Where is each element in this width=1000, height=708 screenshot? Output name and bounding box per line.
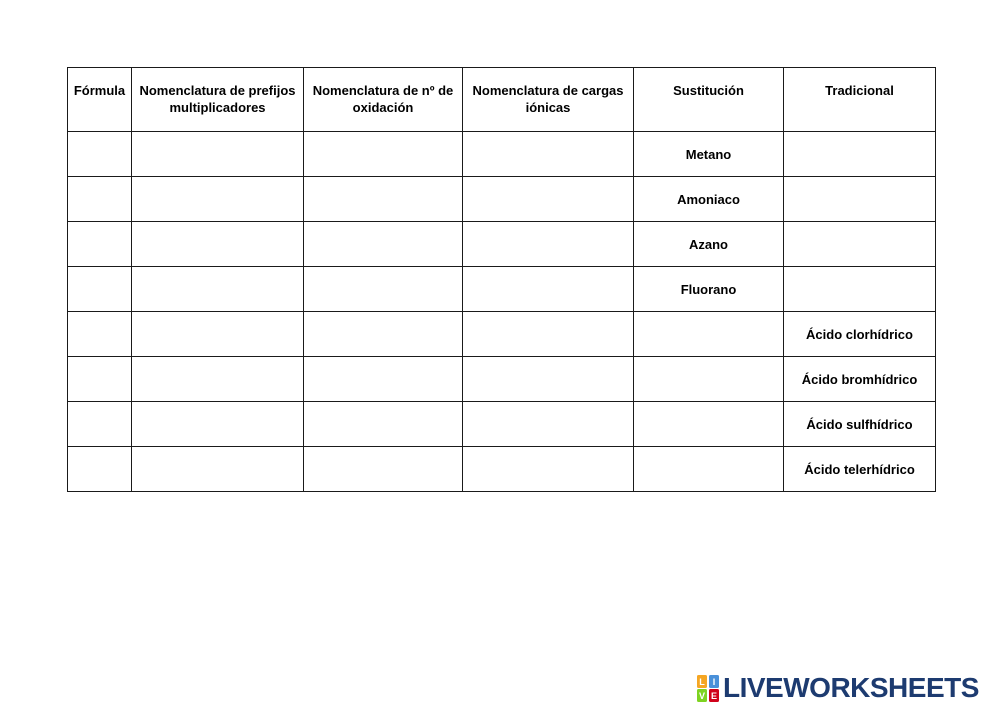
oxidation-answer-cell[interactable] [304, 402, 463, 447]
header-formula: Fórmula [68, 68, 132, 132]
ionic-answer-cell[interactable] [463, 312, 634, 357]
traditional-answer-cell[interactable] [784, 132, 936, 177]
substitution-cell: Fluorano [634, 267, 784, 312]
substitution-cell: Amoniaco [634, 177, 784, 222]
substitution-answer-cell[interactable] [634, 447, 784, 492]
traditional-answer-cell[interactable] [784, 222, 936, 267]
oxidation-answer-cell[interactable] [304, 357, 463, 402]
prefix-answer-cell[interactable] [132, 132, 304, 177]
traditional-cell: Ácido clorhídrico [784, 312, 936, 357]
prefix-answer-cell[interactable] [132, 222, 304, 267]
table-row [68, 447, 936, 492]
formula-answer-cell[interactable] [68, 267, 132, 312]
liveworksheets-logo [697, 673, 979, 703]
formula-answer-cell[interactable] [68, 222, 132, 267]
prefix-answer-cell[interactable] [132, 177, 304, 222]
header-ionic-charge-nomenclature: Nomenclatura de cargas iónicas [463, 68, 634, 132]
substitution-answer-cell[interactable] [634, 357, 784, 402]
ionic-answer-cell[interactable] [463, 267, 634, 312]
nomenclature-table [67, 67, 936, 492]
substitution-cell: Azano [634, 222, 784, 267]
oxidation-answer-cell[interactable] [304, 177, 463, 222]
svg-text:E: E [710, 690, 718, 701]
substitution-answer-cell[interactable] [634, 402, 784, 447]
oxidation-answer-cell[interactable] [304, 447, 463, 492]
prefix-answer-cell[interactable] [132, 357, 304, 402]
formula-answer-cell[interactable] [68, 177, 132, 222]
oxidation-answer-cell[interactable] [304, 312, 463, 357]
ionic-answer-cell[interactable] [463, 132, 634, 177]
traditional-cell: Ácido telerhídrico [784, 447, 936, 492]
prefix-answer-cell[interactable] [132, 447, 304, 492]
traditional-answer-cell[interactable] [784, 267, 936, 312]
header-traditional: Tradicional [784, 68, 936, 132]
logo-wordmark: LIVEWORKSHEETS [723, 672, 979, 703]
live-blocks-icon [697, 675, 719, 702]
ionic-answer-cell[interactable] [463, 357, 634, 402]
traditional-answer-cell[interactable] [784, 177, 936, 222]
table-row [68, 177, 936, 222]
formula-answer-cell[interactable] [68, 312, 132, 357]
oxidation-answer-cell[interactable] [304, 267, 463, 312]
table-row [68, 132, 936, 177]
ionic-answer-cell[interactable] [463, 402, 634, 447]
prefix-answer-cell[interactable] [132, 312, 304, 357]
svg-text:I: I [712, 676, 716, 687]
header-substitution: Sustitución [634, 68, 784, 132]
prefix-answer-cell[interactable] [132, 267, 304, 312]
table-row [68, 312, 936, 357]
traditional-cell: Ácido bromhídrico [784, 357, 936, 402]
formula-answer-cell[interactable] [68, 402, 132, 447]
prefix-answer-cell[interactable] [132, 402, 304, 447]
table-row [68, 357, 936, 402]
formula-answer-cell[interactable] [68, 447, 132, 492]
oxidation-answer-cell[interactable] [304, 132, 463, 177]
svg-text:L: L [699, 676, 705, 687]
table-row [68, 267, 936, 312]
table-row [68, 402, 936, 447]
ionic-answer-cell[interactable] [463, 177, 634, 222]
substitution-answer-cell[interactable] [634, 312, 784, 357]
substitution-cell: Metano [634, 132, 784, 177]
formula-answer-cell[interactable] [68, 357, 132, 402]
header-prefix-nomenclature: Nomenclatura de prefijos multiplicadores [132, 68, 304, 132]
header-row [68, 68, 936, 132]
header-oxidation-nomenclature: Nomenclatura de nº de oxidación [304, 68, 463, 132]
ionic-answer-cell[interactable] [463, 447, 634, 492]
formula-answer-cell[interactable] [68, 132, 132, 177]
svg-text:V: V [698, 690, 706, 701]
ionic-answer-cell[interactable] [463, 222, 634, 267]
table-row [68, 222, 936, 267]
oxidation-answer-cell[interactable] [304, 222, 463, 267]
traditional-cell: Ácido sulfhídrico [784, 402, 936, 447]
